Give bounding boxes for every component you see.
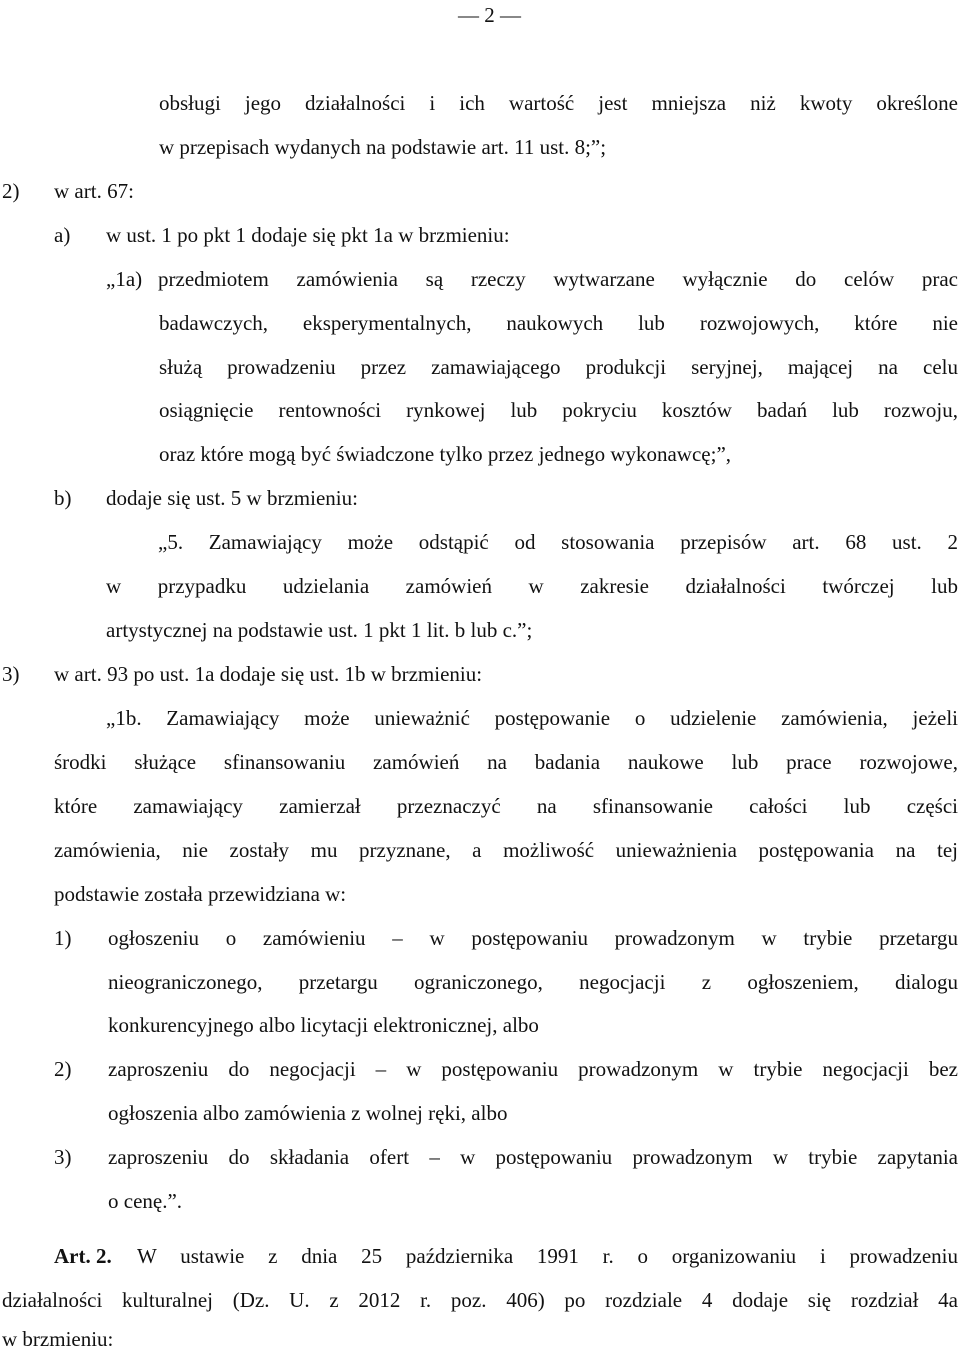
subitem-1-line-3: konkurencyjnego albo licytacji elektronicznej, albo [108,1013,539,1037]
quote-1a-lead: „1a) [106,267,143,291]
item-2b-text: dodaje się ust. 5 w brzmieniu: [106,486,358,510]
quote-1b-line-3: które zamawiający zamierzał przeznaczyć na sfinansowanie całości lub części [54,794,958,818]
article-2-line-3: w brzmieniu: [2,1327,114,1351]
quote-1a-line-1: przedmiotem zamówienia są rzeczy wytwarzane wyłącznie do celów prac [158,267,958,291]
article-2-line-2: działalności kulturalnej (Dz. U. z 2012 r. poz. 406) po rozdziale 4 dodaje się rozdział 4a [2,1288,958,1312]
subitem-2-line-1: zaproszeniu do negocjacji – w postępowaniu prowadzonym w trybie negocjacji bez [108,1057,958,1081]
quote-1b-line-4: zamówienia, nie zostały mu przyznane, a możliwość unieważnienia postępowania na tej [54,838,958,862]
quote-1a-line-3: służą prowadzeniu przez zamawiającego produkcji seryjnej, mającej na celu [159,355,958,379]
subitem-1-number: 1) [54,926,72,950]
subitem-3-line-2: o cenę.”. [108,1189,183,1213]
item-3-text: w art. 93 po ust. 1a dodaje się ust. 1b w brzmieniu: [54,662,483,686]
article-2-label: Art. 2. [54,1244,112,1268]
intro-line-2: w przepisach wydanych na podstawie art. 11 ust. 8;”; [159,135,607,159]
subitem-1-line-1: ogłoszeniu o zamówieniu – w postępowaniu prowadzonym w trybie przetargu [108,926,958,950]
article-2-line-1: W ustawie z dnia 25 października 1991 r. o organizowaniu i prowadzeniu [137,1244,958,1268]
item-2b-letter: b) [54,486,72,510]
quote-1a-line-4: osiągnięcie rentowności rynkowej lub pokryciu kosztów badań lub rozwoju, [159,398,958,422]
quote-1b-line-2: środki służące sfinansowaniu zamówień na badania naukowe lub prace rozwojowe, [54,750,958,774]
item-2a-letter: a) [54,223,71,247]
page-number: — 2 — [458,3,521,27]
item-2-number: 2) [2,179,20,203]
quote-1a-line-5: oraz które mogą być świadczone tylko przez jednego wykonawcę;”, [159,442,732,466]
quote-5-line-2: w przypadku udzielania zamówień w zakresie działalności twórczej lub [106,574,958,598]
item-2a-text: w ust. 1 po pkt 1 dodaje się pkt 1a w brzmieniu: [106,223,510,247]
quote-1b-line-1: „1b. Zamawiający może unieważnić postępowanie o udzielenie zamówienia, jeżeli [106,706,958,730]
subitem-3-line-1: zaproszeniu do składania ofert – w postępowaniu prowadzonym w trybie zapytania [108,1145,958,1169]
item-2-text: w art. 67: [54,179,134,203]
subitem-1-line-2: nieograniczonego, przetargu ograniczonego, negocjacji z ogłoszeniem, dialogu [108,970,958,994]
subitem-2-line-2: ogłoszenia albo zamówienia z wolnej ręki, albo [108,1101,508,1125]
intro-line-1: obsługi jego działalności i ich wartość jest mniejsza niż kwoty określone [159,91,958,115]
quote-5-line-1: „5. Zamawiający może odstąpić od stosowania przepisów art. 68 ust. 2 [158,530,958,554]
item-3-number: 3) [2,662,20,686]
quote-1a-line-2: badawczych, eksperymentalnych, naukowych lub rozwojowych, które nie [159,311,958,335]
subitem-2-number: 2) [54,1057,72,1081]
subitem-3-number: 3) [54,1145,72,1169]
quote-1b-line-5: podstawie została przewidziana w: [54,882,347,906]
quote-5-line-3: artystycznej na podstawie ust. 1 pkt 1 lit. b lub c.”; [106,618,533,642]
